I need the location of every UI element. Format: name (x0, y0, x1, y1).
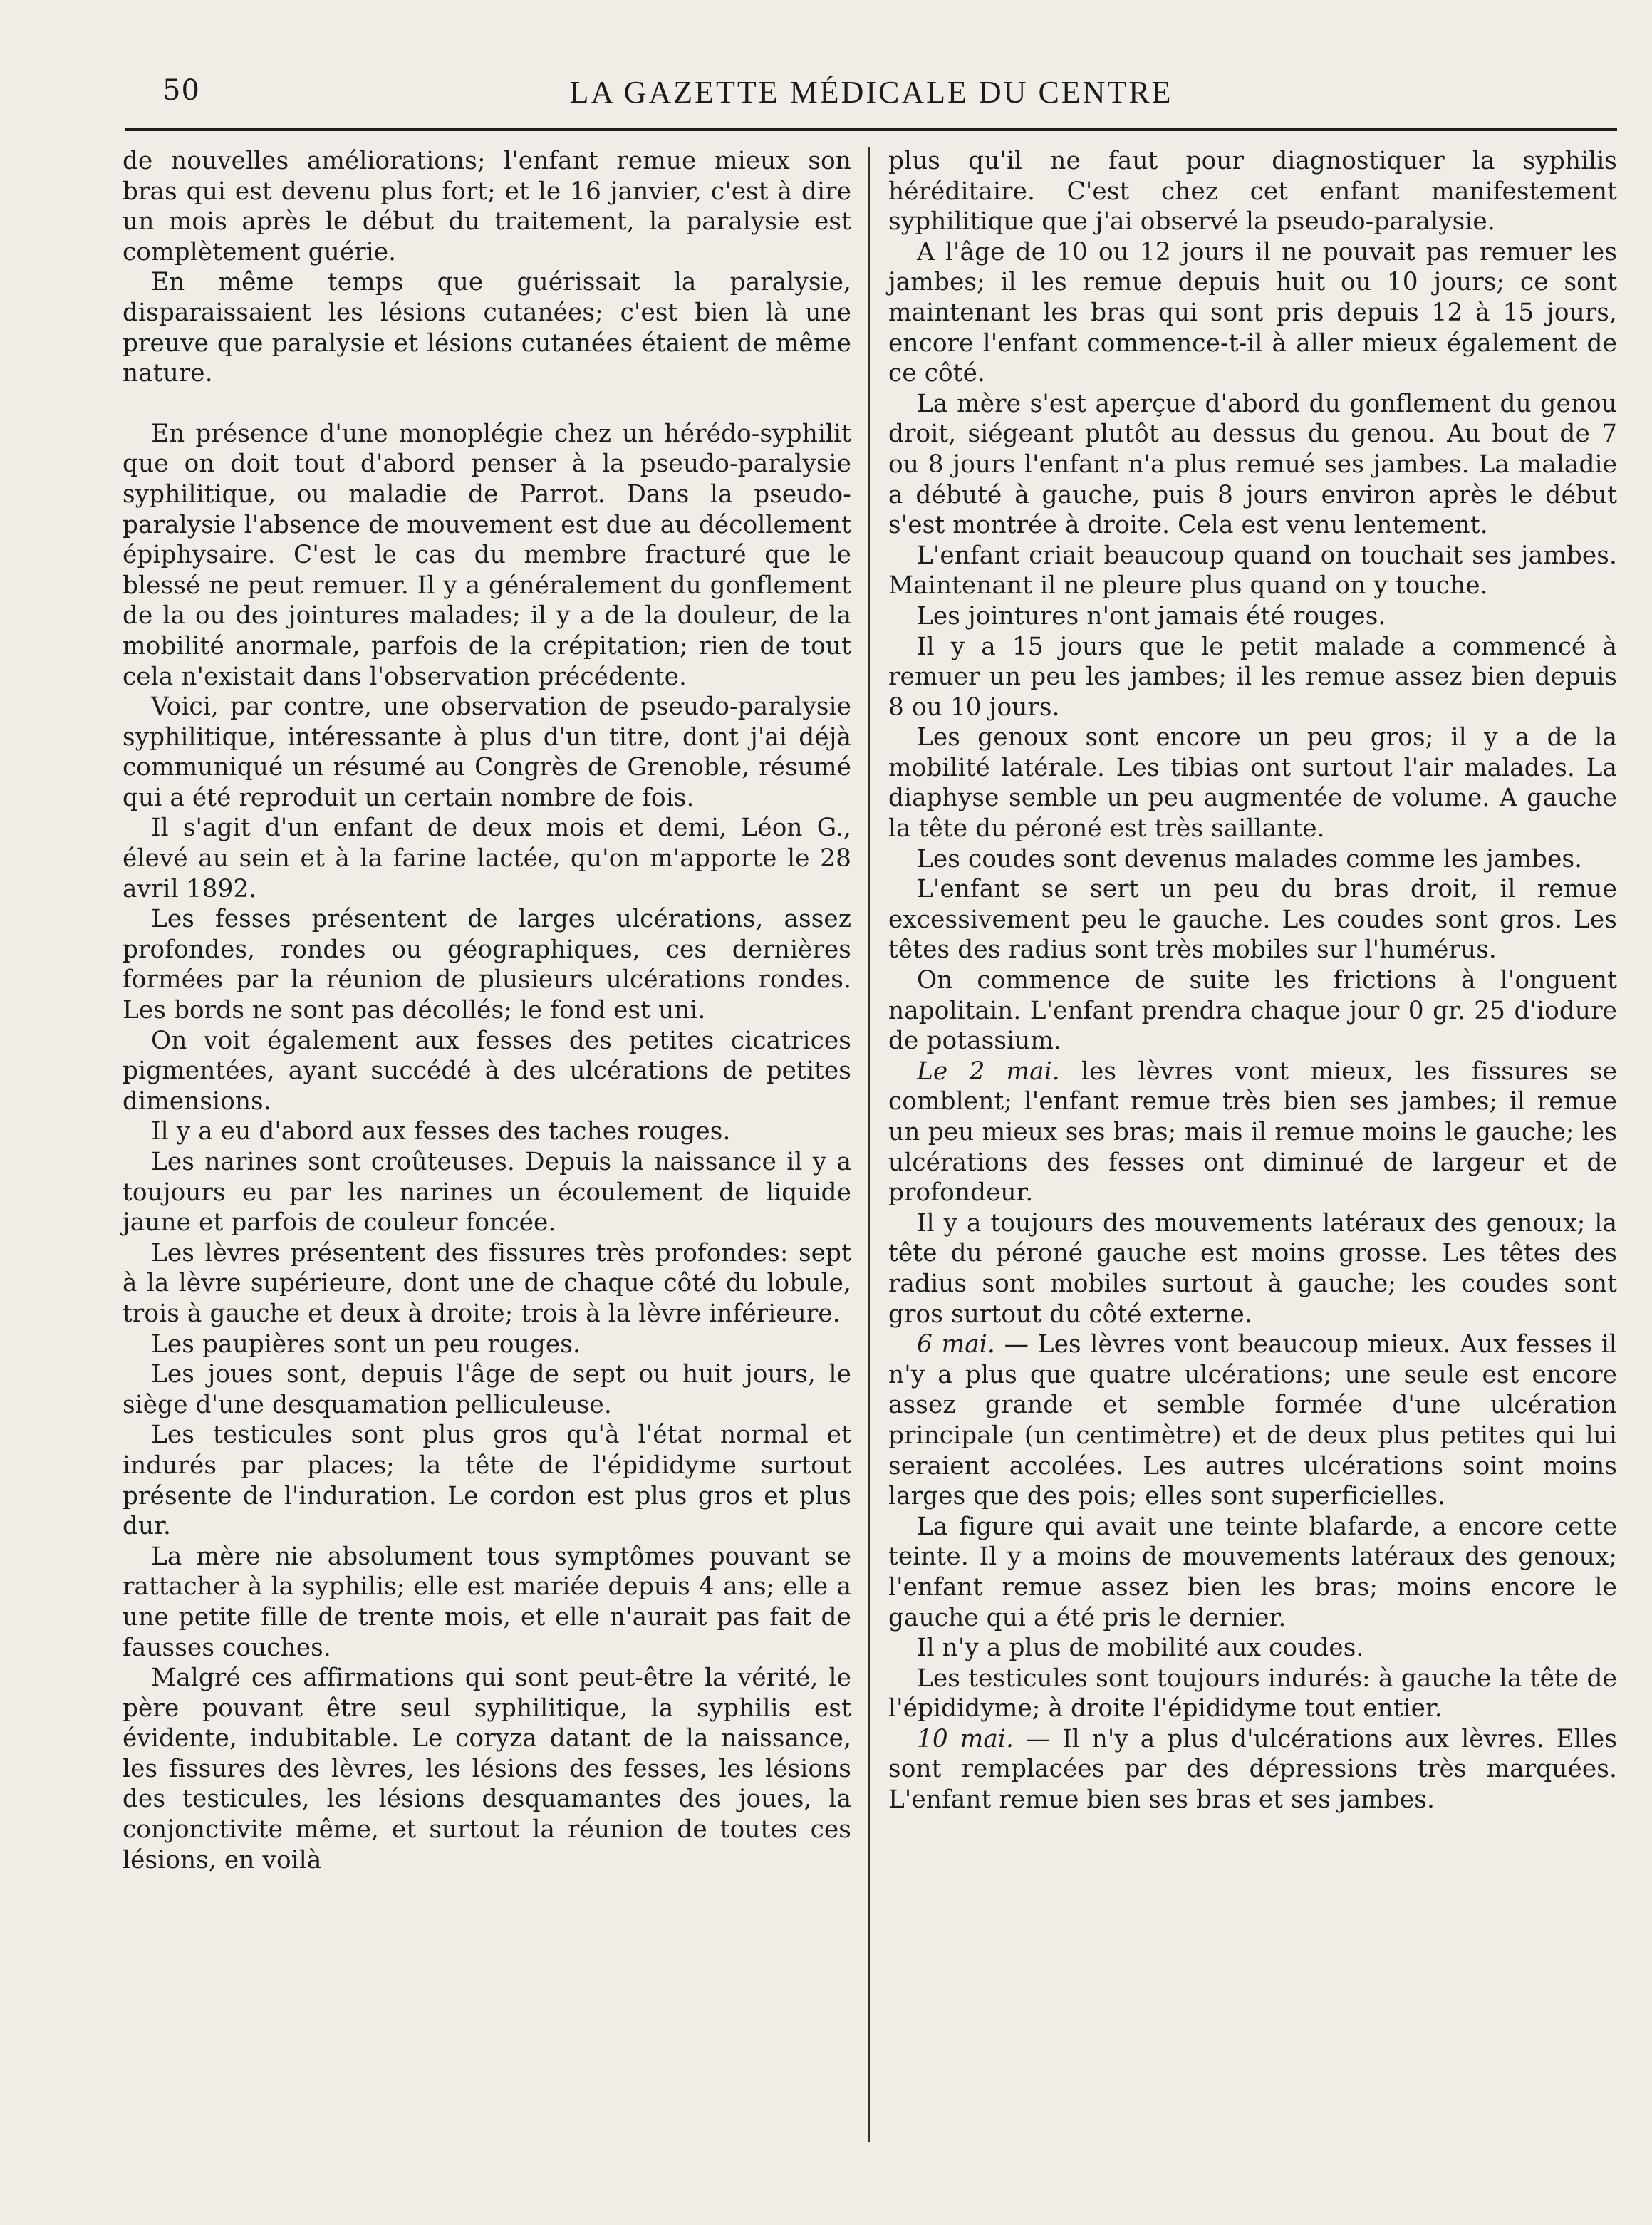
paragraph: Il y a toujours des mouvements latéraux des genoux; la tête du péroné gauche est moins grosse. Les têtes des radius sont mobiles surtout à gauche; les coudes sont gros surtout du côté externe. (888, 1208, 1617, 1329)
paragraph: Il y a eu d'abord aux fesses des taches rouges. (151, 1117, 731, 1146)
paragraph: Il n'y a plus de mobilité aux coudes. (917, 1634, 1364, 1663)
paragraph: Voici, par contre, une observation de pseudo-paralysie syphilitique, intéressante à plus d'un titre, dont j'ai déjà communiqué un résumé au Congrès de Grenoble, résumé qui a été reproduit un certain nombre de fois. (123, 693, 851, 812)
paragraph: En même temps que guérissait la paralysie, disparaissaient les lésions cutanées; c'est bien là une preuve que paralysie et lésions cutanées étaient de même nature. (123, 268, 851, 388)
journal-title: LA GAZETTE MÉDICALE DU CENTRE (569, 75, 1173, 110)
paragraph: En présence d'une monoplégie chez un hérédo-syphilit que on doit tout d'abord penser à la pseudo-paralysie syphilitique, ou maladie de Parrot. Dans la pseudo-paralysie l'absence de mouvement est due au décollement épiphysaire. C'est le cas du membre fracturé que le blessé ne peut remuer. Il y a généralement du gonflement de la ou des jointures malades; il y a de la douleur, de la mobilité anormale, parfois de la crépitation; rien de tout cela n'existait dans l'observation précédente. (123, 419, 851, 691)
entry-date: 6 mai. (917, 1330, 995, 1359)
entry-text: — Il n'y a plus d'ulcérations aux lèvres. Elles sont remplacées par des dépressions très marquées. L'enfant remue bien ses bras et ses jambes. (888, 1724, 1617, 1815)
left-column (123, 146, 851, 1875)
paragraph: On voit également aux fesses des petites cicatrices pigmentées, ayant succédé à des ulcérations de petites dimensions. (123, 1026, 851, 1116)
entry-text: les lèvres vont mieux, les fissures se comblent; l'enfant remue très bien ses jambes; il remue un peu mieux ses bras; mais il remue moins le gauche; les ulcérations des fesses ont diminué de largeur et de profondeur. (888, 1057, 1617, 1208)
column-divider (868, 147, 870, 2142)
paragraph: Les testicules sont plus gros qu'à l'état normal et indurés par places; la tête de l'épididyme surtout présente de l'induration. Le cordon est plus gros et plus dur. (123, 1421, 851, 1541)
paragraph: On commence de suite les frictions à l'onguent napolitain. L'enfant prendra chaque jour 0 gr. 25 d'iodure de potassium. (888, 966, 1617, 1056)
paragraph: L'enfant se sert un peu du bras droit, il remue excessivement peu le gauche. Les coudes sont gros. Les têtes des radius sont très mobiles sur l'humérus. (888, 875, 1617, 965)
paragraph: Malgré ces affirmations qui sont peut-être la vérité, le père pouvant être seul syphilitique, la syphilis est évidente, indubitable. Le coryza datant de la naissance, les fissures des lèvres, les lésions des fesses, les lésions des testicules, les lésions desquamantes des joues, la conjonctivite même, et surtout la réunion de toutes ces lésions, en voilà (123, 1664, 851, 1874)
page-number: 50 (162, 74, 200, 107)
paragraph: Les coudes sont devenus malades comme les jambes. (917, 844, 1583, 873)
right-column (888, 146, 1617, 1815)
paragraph: Il y a 15 jours que le petit malade a commencé à remuer un peu les jambes; il les remue assez bien depuis 8 ou 10 jours. (888, 632, 1617, 722)
paragraph: de nouvelles améliorations; l'enfant remue mieux son bras qui est devenu plus fort; et le 16 janvier, c'est à dire un mois après le début du traitement, la paralysie est complètement guérie. (123, 147, 851, 266)
paragraph: L'enfant criait beaucoup quand on touchait ses jambes. Maintenant il ne pleure plus quand on y touche. (888, 541, 1617, 601)
dated-entry (888, 1724, 1617, 1815)
header-rule (125, 128, 1617, 131)
page-header (162, 71, 1580, 121)
entry-date: Le 2 mai. (917, 1057, 1060, 1086)
paragraph: La mère nie absolument tous symptômes pouvant se rattacher à la syphilis; elle est mariée depuis 4 ans; elle a une petite fille de trente mois, et elle n'aurait pas fait de fausses couches. (123, 1542, 851, 1662)
paragraph: Les genoux sont encore un peu gros; il y a de la mobilité latérale. Les tibias ont surtout l'air malades. La diaphyse semble un peu augmentée de volume. A gauche la tête du péroné est très saillante. (888, 723, 1617, 844)
paragraph: Les narines sont croûteuses. Depuis la naissance il y a toujours eu par les narines un écoulement de liquide jaune et parfois de couleur foncée. (123, 1148, 851, 1238)
paragraph: Il s'agit d'un enfant de deux mois et demi, Léon G., élevé au sein et à la farine lactée, qu'on m'apporte le 28 avril 1892. (123, 814, 851, 903)
paragraph: Les lèvres présentent des fissures très profondes: sept à la lèvre supérieure, dont une de chaque côté du lobule, trois à gauche et deux à droite; trois à la lèvre inférieure. (123, 1238, 851, 1328)
paragraph: plus qu'il ne faut pour diagnostiquer la syphilis héréditaire. C'est chez cet enfant manifestement syphilitique que j'ai observé la pseudo-paralysie. (888, 147, 1617, 237)
paragraph: A l'âge de 10 ou 12 jours il ne pouvait pas remuer les jambes; il les remue depuis huit ou 10 jours; ce sont maintenant les bras qui sont pris depuis 12 à 15 jours, encore l'enfant commence-t-il à aller mieux également de ce côté. (888, 237, 1617, 388)
entry-date: 10 mai. (917, 1724, 1014, 1753)
dated-entry (888, 1329, 1617, 1512)
paragraph: La figure qui avait une teinte blafarde, a encore cette teinte. Il y a moins de mouvements latéraux des genoux; l'enfant remue assez bien les bras; moins encore le gauche qui a été pris le dernier. (888, 1512, 1617, 1632)
paragraph: Les paupières sont un peu rouges. (151, 1329, 581, 1359)
paragraph: La mère s'est aperçue d'abord du gonflement du genou droit, siégeant plutôt au dessus du genou. Au bout de 7 ou 8 jours l'enfant n'a plus remué ses jambes. La maladie a débuté à gauche, puis 8 jours environ après le début s'est montrée à droite. Cela est venu lentement. (888, 389, 1617, 540)
dated-entry (888, 1057, 1617, 1208)
entry-text: — Les lèvres vont beaucoup mieux. Aux fesses il n'y a plus que quatre ulcérations; une seule est encore assez grande et semble formée d'une ulcération principale (un centimètre) et de deux plus petites qui lui seraient accolées. Les autres ulcérations soint moins larges que des pois; elles sont superficielles. (888, 1330, 1617, 1511)
paragraph: Les joues sont, depuis l'âge de sept ou huit jours, le siège d'une desquamation pelliculeuse. (123, 1360, 851, 1419)
paragraph: Les jointures n'ont jamais été rouges. (917, 601, 1386, 631)
paragraph: Les testicules sont toujours indurés: à gauche la tête de l'épididyme; à droite l'épididyme tout entier. (888, 1664, 1617, 1723)
paragraph: Les fesses présentent de larges ulcérations, assez profondes, rondes ou géographiques, ces dernières formées par la réunion de plusieurs ulcérations rondes. Les bords ne sont pas décollés; le fond est uni. (123, 905, 851, 1025)
